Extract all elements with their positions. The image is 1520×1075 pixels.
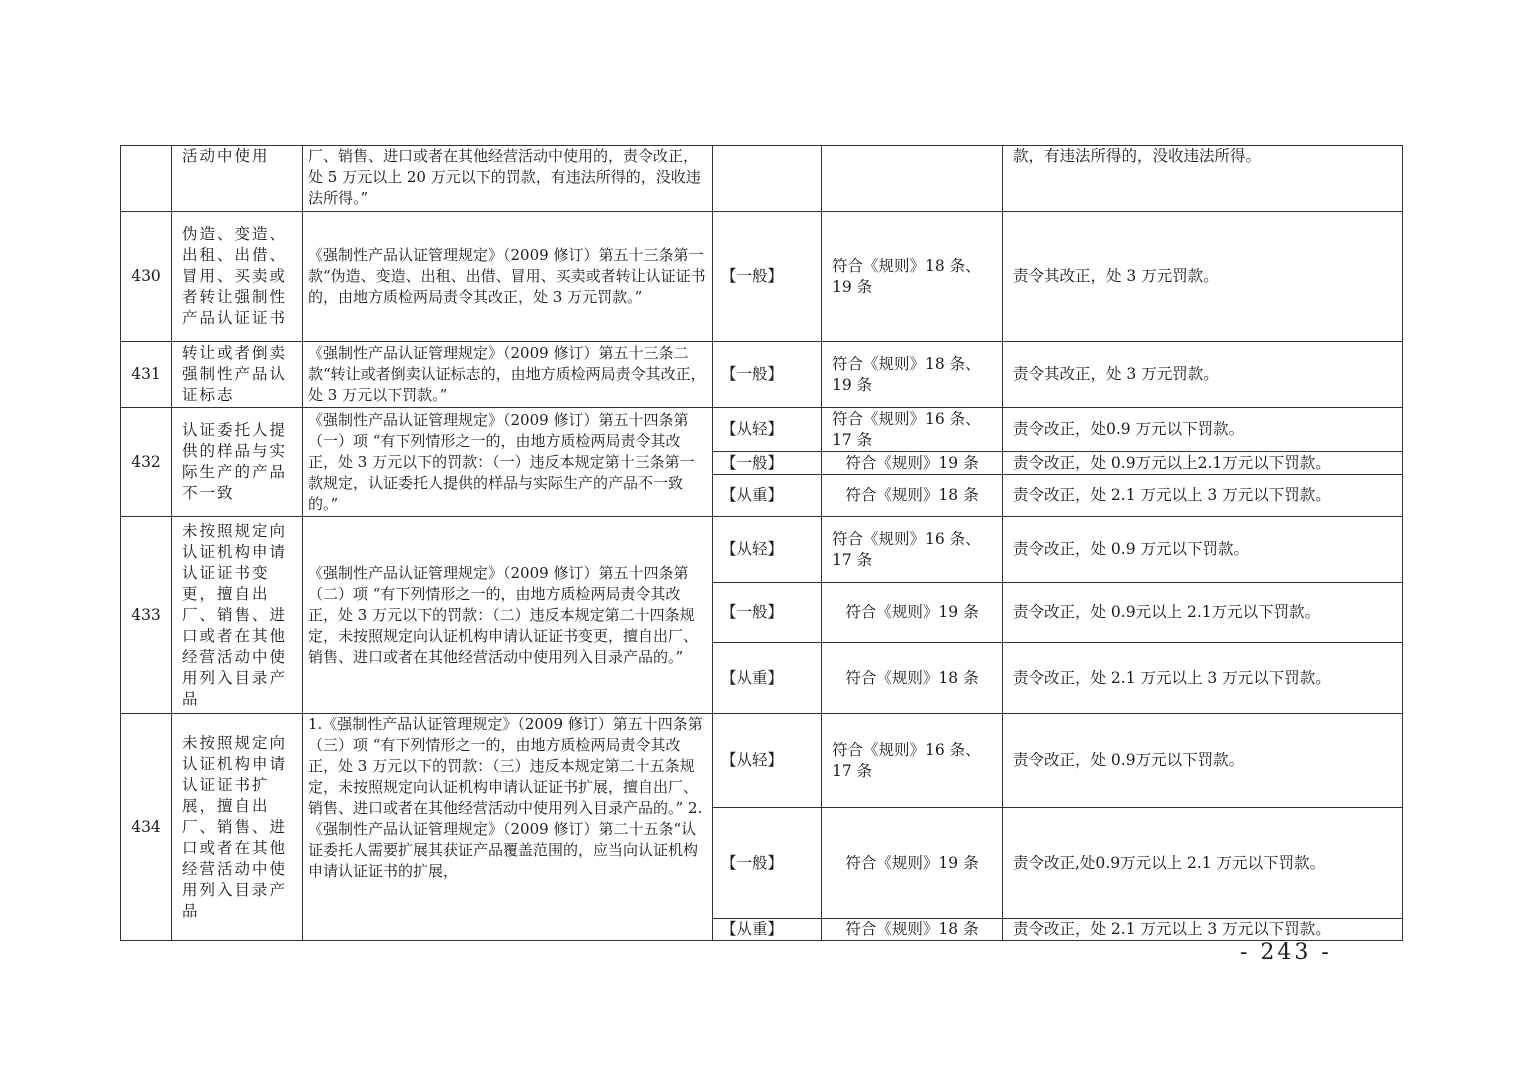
- legal-basis: 厂、销售、进口或者在其他经营活动中使用的，责令改正，处 5 万元以上 20 万元以下的罚款，有违法所得的，没收违法所得。”: [303, 146, 713, 212]
- legal-basis: 《强制性产品认证管理规定》（2009 修订）第五十三条二款“转让或者倒卖认证标志的，由地方质检两局责令其改正，处 3 万元以下罚款。”: [303, 342, 713, 408]
- applicable-condition: 符合《规则》18 条: [822, 475, 1003, 517]
- violation-item: 伪造、变造、出租、出借、冒用、买卖或者转让强制性产品认证证书: [172, 212, 303, 342]
- applicable-condition: 符合《规则》18 条: [822, 919, 1003, 941]
- penalty-standard: 责令其改正，处 3 万元罚款。: [1003, 212, 1403, 342]
- discretion-level: 【一般】: [713, 808, 822, 919]
- item-number: 430: [121, 212, 172, 342]
- penalty-standard: 责令改正，处 2.1 万元以上 3 万元以下罚款。: [1003, 643, 1403, 714]
- legal-basis: 《强制性产品认证管理规定》（2009 修订）第五十四条第（二）项 “有下列情形之一的，由地方质检两局责令其改正，处 3 万元以下的罚款：（二）违反本规定第二十四条规定，未按照规定向认证机构申请认证证书变更，擅自出厂、销售、进口或者在其他经营活动中使用列入目录产品的。”: [303, 517, 713, 714]
- penalty-standard: 责令改正,处0.9万元以上 2.1 万元以下罚款。: [1003, 808, 1403, 919]
- applicable-condition: 符合《规则》19 条: [822, 583, 1003, 643]
- violation-item: 未按照规定向认证机构申请认证证书变更，擅自出厂、销售、进口或者在其他经营活动中使用列入目录产品: [172, 517, 303, 714]
- legal-basis: 《强制性产品认证管理规定》（2009 修订）第五十四条第（一）项 “有下列情形之一的，由地方质检两局责令其改正，处 3 万元以下的罚款：（一）违反本规定第十三条第一款规定，认证委托人提供的样品与实际生产的产品不一致的。”: [303, 408, 713, 517]
- penalty-standard: 责令改正，处 0.9万元以上2.1万元以下罚款。: [1003, 452, 1403, 475]
- table-row: [121, 408, 1403, 452]
- item-number: 432: [121, 408, 172, 517]
- discretion-level: 【一般】: [713, 212, 822, 342]
- applicable-condition: 符合《规则》16 条、17 条: [822, 714, 1003, 808]
- discretion-level: 【从重】: [713, 919, 822, 941]
- discretion-level: 【一般】: [713, 452, 822, 475]
- applicable-condition: 符合《规则》18 条、19 条: [822, 342, 1003, 408]
- violation-item: 认证委托人提供的样品与实际生产的产品不一致: [172, 408, 303, 517]
- applicable-condition: 符合《规则》16 条、17 条: [822, 517, 1003, 583]
- table-row: [121, 212, 1403, 342]
- applicable-condition: 符合《规则》18 条、19 条: [822, 212, 1003, 342]
- discretion-level: [713, 146, 822, 212]
- item-number: 433: [121, 517, 172, 714]
- violation-item: 转让或者倒卖强制性产品认证标志: [172, 342, 303, 408]
- applicable-condition: 符合《规则》19 条: [822, 808, 1003, 919]
- discretion-level: 【从轻】: [713, 408, 822, 452]
- violation-item: 活动中使用: [172, 146, 303, 212]
- applicable-condition: [822, 146, 1003, 212]
- penalty-standard: 责令改正，处 2.1 万元以上 3 万元以下罚款。: [1003, 475, 1403, 517]
- page-number: - 243 -: [1240, 940, 1332, 965]
- penalty-standard: 责令改正，处 0.9 万元以下罚款。: [1003, 517, 1403, 583]
- discretion-level: 【从重】: [713, 643, 822, 714]
- table-row: [121, 517, 1403, 583]
- legal-basis: 1.《强制性产品认证管理规定》（2009 修订）第五十四条第（三）项 “有下列情形之一的，由地方质检两局责令其改正，处 3 万元以下的罚款：（三）违反本规定第二十五条规定，未按照规定向认证机构申请认证证书扩展，擅自出厂、销售、进口或者在其他经营活动中使用列入目录产品的。” 2.《强制性产品认证管理规定》（2009 修订）第二十五条“认证委托人需要扩展其获证产品覆盖范围的，应当向认证机构申请认证证书的扩展，: [303, 714, 713, 941]
- discretion-level: 【从重】: [713, 475, 822, 517]
- discretion-level: 【从轻】: [713, 714, 822, 808]
- penalty-standard: 责令改正，处 0.9万元以下罚款。: [1003, 714, 1403, 808]
- table-row: [121, 342, 1403, 408]
- violation-item: 未按照规定向认证机构申请认证证书扩展，擅自出厂、销售、进口或者在其他经营活动中使用列入目录产品: [172, 714, 303, 941]
- penalty-standard: 责令改正，处 0.9元以上 2.1万元以下罚款。: [1003, 583, 1403, 643]
- penalty-standard: 责令改正，处0.9 万元以下罚款。: [1003, 408, 1403, 452]
- discretion-level: 【一般】: [713, 342, 822, 408]
- penalty-standard: 责令改正，处 2.1 万元以上 3 万元以下罚款。: [1003, 919, 1403, 941]
- applicable-condition: 符合《规则》18 条: [822, 643, 1003, 714]
- item-number: [121, 146, 172, 212]
- penalty-standard: 款，有违法所得的，没收违法所得。: [1003, 146, 1403, 212]
- item-number: 431: [121, 342, 172, 408]
- table-row: [121, 146, 1403, 212]
- table-row: [121, 714, 1403, 808]
- applicable-condition: 符合《规则》19 条: [822, 452, 1003, 475]
- legal-basis: 《强制性产品认证管理规定》（2009 修订）第五十三条第一款“伪造、变造、出租、出借、冒用、买卖或者转让认证证书的，由地方质检两局责令其改正，处 3 万元罚款。”: [303, 212, 713, 342]
- item-number: 434: [121, 714, 172, 941]
- applicable-condition: 符合《规则》16 条、17 条: [822, 408, 1003, 452]
- discretion-level: 【从轻】: [713, 517, 822, 583]
- discretion-level: 【一般】: [713, 583, 822, 643]
- penalty-standards-table: [120, 145, 1403, 941]
- penalty-standard: 责令其改正，处 3 万元罚款。: [1003, 342, 1403, 408]
